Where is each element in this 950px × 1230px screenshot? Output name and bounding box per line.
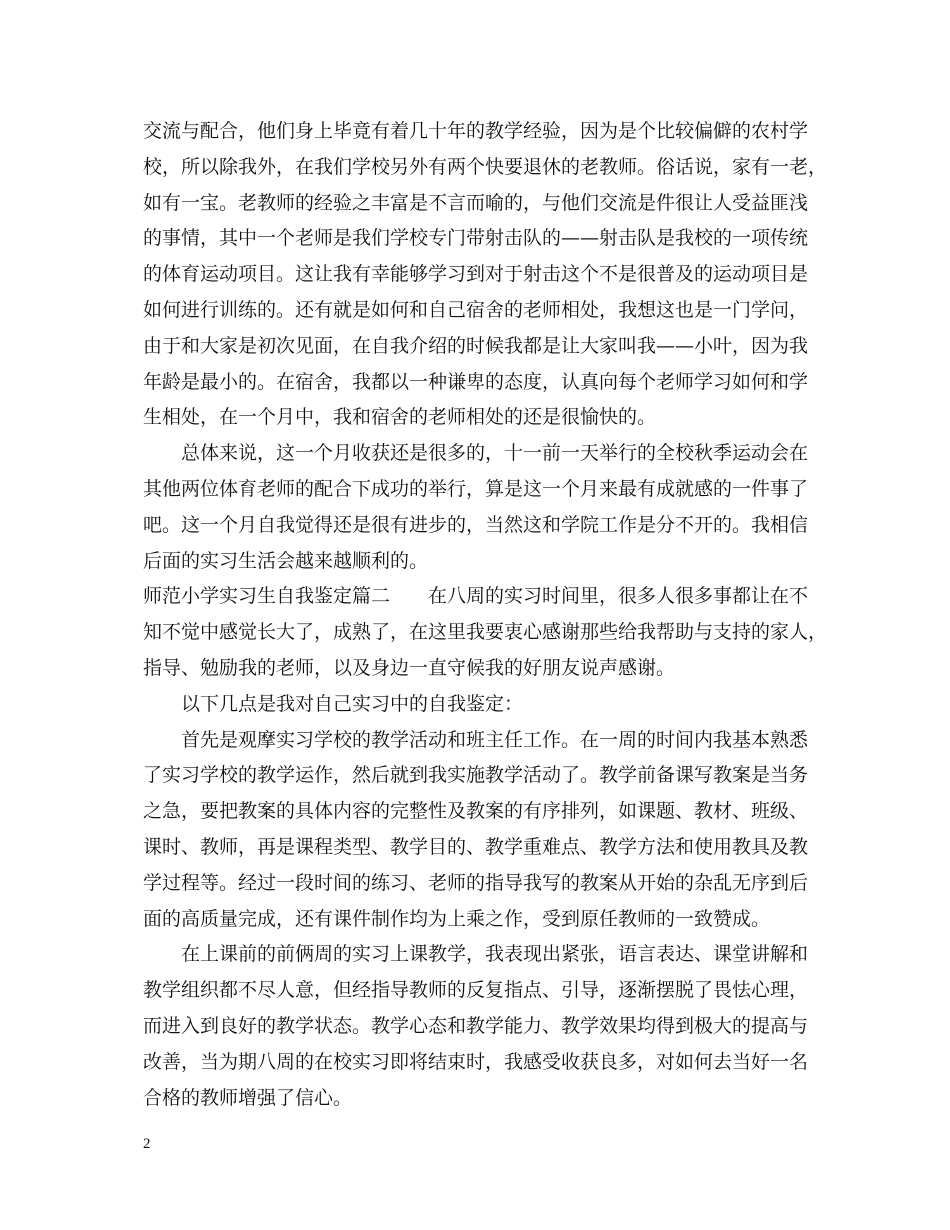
text-line: 改善，当为期八周的在校实习即将结束时，我感受收获良多，对如何去当好一名 bbox=[143, 1050, 809, 1073]
text-line: 了实习学校的教学运作，然后就到我实施教学活动了。教学前备课写教案是当务 bbox=[143, 764, 809, 787]
text-line: 的体育运动项目。这让我有幸能够学习到对于射击这个不是很普及的运动项目是 bbox=[143, 263, 809, 286]
text-line: 如何进行训练的。还有就是如何和自己宿舍的老师相处，我想这也是一门学问， bbox=[143, 299, 809, 321]
text-line: 师范小学实习生自我鉴定篇二 在八周的实习时间里，很多人很多事都让在不 bbox=[143, 585, 809, 608]
text-line: 学过程等。经过一段时间的练习、老师的指导我写的教案从开始的杂乱无序到后 bbox=[143, 871, 809, 894]
text-line: 的事情，其中一个老师是我们学校专门带射击队的——射击队是我校的一项传统 bbox=[143, 227, 809, 250]
text-line: 后面的实习生活会越来越顺利的。 bbox=[143, 549, 429, 572]
text-line: 吧。这一个月自我觉得还是很有进步的，当然这和学院工作是分不开的。我相信 bbox=[143, 513, 809, 536]
text-line: 知不觉中感觉长大了，成熟了，在这里我要衷心感谢那些给我帮助与支持的家人， bbox=[143, 621, 828, 644]
text-line: 其他两位体育老师的配合下成功的举行，算是这一个月来最有成就感的一件事了 bbox=[143, 478, 809, 500]
text-line: 教学组织都不尽人意，但经指导教师的反复指点、引导，逐渐摆脱了畏怯心理， bbox=[143, 979, 809, 1002]
page-number: 2 bbox=[143, 1136, 151, 1152]
text-line: 面的高质量完成，还有课件制作均为上乘之作，受到原任教师的一致赞成。 bbox=[143, 907, 771, 930]
text-line: 如有一宝。老教师的经验之丰富是不言而喻的，与他们交流是件很让人受益匪浅 bbox=[143, 191, 809, 214]
text-line: 而进入到良好的教学状态。教学心态和教学能力、教学效果均得到极大的提高与 bbox=[143, 1015, 809, 1037]
text-line: 交流与配合，他们身上毕竟有着几十年的教学经验，因为是个比较偏僻的农村学 bbox=[143, 120, 809, 142]
text-line: 首先是观摩实习学校的教学活动和班主任工作。在一周的时间内我基本熟悉 bbox=[143, 728, 809, 751]
text-line: 合格的教师增强了信心。 bbox=[143, 1086, 353, 1109]
text-line: 之急，要把教案的具体内容的完整性及教案的有序排列，如课题、教材、班级、 bbox=[143, 800, 809, 823]
text-line: 由于和大家是初次见面，在自我介绍的时候我都是让大家叫我——小叶，因为我 bbox=[143, 334, 809, 357]
text-line: 年龄是最小的。在宿舍，我都以一种谦卑的态度，认真向每个老师学习如何和学 bbox=[143, 370, 809, 393]
text-line: 课时、教师，再是课程类型、教学目的、教学重难点、教学方法和使用教具及教 bbox=[143, 836, 809, 858]
text-line: 在上课前的前俩周的实习上课教学，我表现出紧张，语言表达、课堂讲解和 bbox=[143, 943, 809, 966]
text-line: 指导、勉励我的老师，以及身边一直守候我的好朋友说声感谢。 bbox=[143, 657, 676, 679]
text-line: 以下几点是我对自己实习中的自我鉴定： bbox=[143, 692, 524, 715]
text-line: 校，所以除我外，在我们学校另外有两个快要退休的老教师。俗话说，家有一老， bbox=[143, 155, 828, 178]
text-line: 总体来说，这一个月收获还是很多的，十一前一天举行的全校秋季运动会在 bbox=[143, 442, 809, 465]
text-line: 生相处，在一个月中，我和宿舍的老师相处的还是很愉快的。 bbox=[143, 406, 657, 429]
